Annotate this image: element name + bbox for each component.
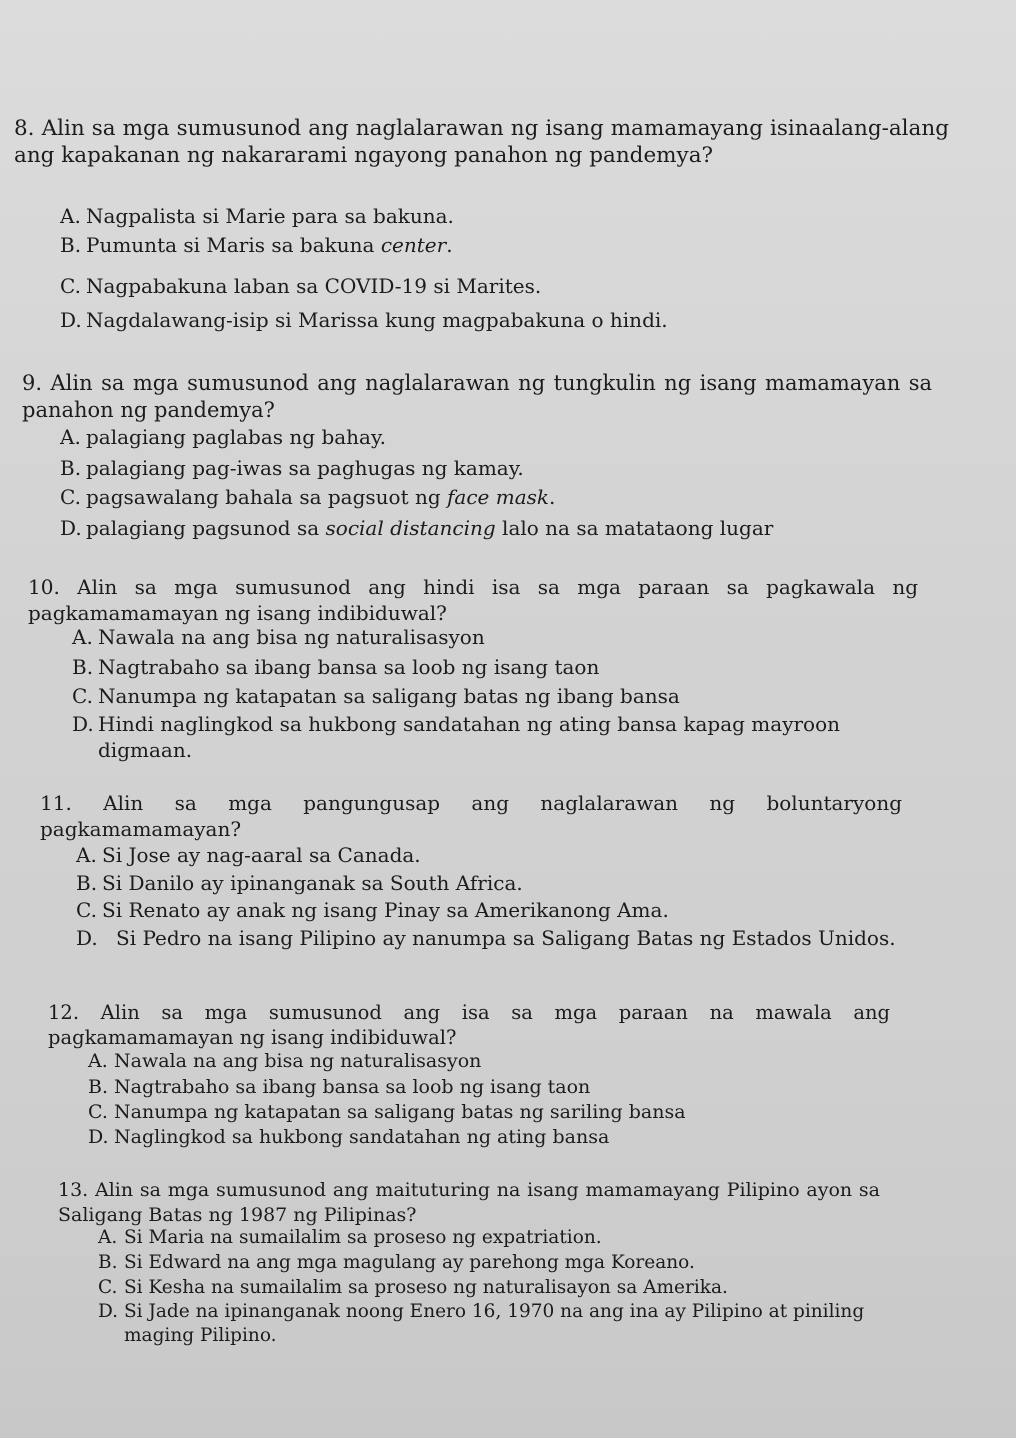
option-text: Si Pedro na isang Pilipino ay nanumpa sa Saligang Batas ng Estados Unidos.: [116, 926, 896, 950]
option-letter: B.: [60, 233, 82, 257]
option-text: Nagpalista si Marie para sa bakuna.: [86, 204, 454, 228]
option-letter: C.: [60, 274, 81, 298]
question-number: 11.: [40, 791, 72, 815]
option-letter: D.: [88, 1126, 109, 1148]
question-text: Alin sa mga sumusunod ang naglalarawan ng tungkulin ng isang mamamayan sa panahon ng pandemya?: [22, 371, 932, 422]
option-text: pagsawalang bahala sa pagsuot ng face mask.: [86, 485, 556, 509]
option-text: Si Jade na ipinanganak noong Enero 16, 1970 na ang ina ay Pilipino at piniling maging Pilipino.: [124, 1301, 865, 1346]
option-c: [60, 484, 555, 511]
option-letter: D.: [72, 712, 94, 736]
option-text: Nanumpa ng katapatan sa saligang batas ng sariling bansa: [114, 1101, 686, 1123]
option-letter: B.: [98, 1252, 118, 1273]
option-d: [76, 926, 900, 950]
option-letter: C.: [88, 1101, 108, 1123]
option-text: Si Maria na sumailalim sa proseso ng expatriation.: [124, 1227, 602, 1248]
option-letter: A.: [72, 625, 93, 649]
question-number: 13.: [58, 1179, 89, 1201]
question-stem: [48, 1000, 890, 1050]
option-c: [88, 1099, 686, 1126]
question-text: Alin sa mga sumusunod ang hindi isa sa mga paraan sa pagkawala ng pagkamamamayan ng isang indibiduwal?: [28, 575, 919, 625]
option-text: Nagtrabaho sa ibang bansa sa loob ng isang taon: [114, 1076, 591, 1098]
option-text: Nawala na ang bisa ng naturalisasyon: [98, 625, 485, 649]
option-text: Si Jose ay nag-aaral sa Canada.: [102, 843, 421, 867]
option-letter: D.: [60, 308, 82, 332]
option-letter: C.: [98, 1277, 118, 1298]
option-letter: D.: [98, 1301, 119, 1322]
option-text: Nagpabakuna laban sa COVID-19 si Marites.: [86, 274, 542, 298]
option-b: [88, 1074, 590, 1101]
option-b: [60, 232, 453, 259]
question-text: Alin sa mga sumusunod ang maituturing na isang mamamayang Pilipino ayon sa Saligang Batas ng 1987 ng Pilipinas?: [58, 1179, 880, 1226]
option-a: [88, 1048, 481, 1075]
option-text: Si Renato ay anak ng isang Pinay sa Amerikanong Ama.: [102, 898, 669, 922]
option-b: [76, 870, 523, 897]
option-letter: A.: [88, 1050, 108, 1072]
question-number: 12.: [48, 1001, 80, 1024]
question-stem: [14, 115, 949, 169]
option-text: Nanumpa ng katapatan sa saligang batas ng ibang bansa: [98, 684, 680, 708]
option-letter: A.: [98, 1227, 118, 1248]
option-b: [98, 1250, 695, 1275]
option-a: [98, 1225, 602, 1250]
option-text: Si Edward na ang mga magulang ay parehong mga Koreano.: [124, 1252, 695, 1273]
option-text: Nagtrabaho sa ibang bansa sa loob ng isang taon: [98, 655, 600, 679]
option-d: [60, 515, 773, 542]
option-letter: C.: [60, 485, 81, 509]
question-stem: [28, 574, 918, 626]
option-c: [60, 273, 541, 300]
option-text: Si Danilo ay ipinanganak sa South Africa.: [102, 871, 523, 895]
option-letter: B.: [60, 456, 82, 480]
option-letter: A.: [76, 843, 97, 867]
question-number: 10.: [28, 575, 60, 599]
question-number: 9.: [22, 371, 43, 395]
option-text: Nawala na ang bisa ng naturalisasyon: [114, 1050, 482, 1072]
option-a: [60, 203, 454, 230]
option-text: palagiang pagsunod sa social distancing lalo na sa matataong lugar: [86, 516, 774, 540]
option-text: Naglingkod sa hukbong sandatahan ng ating bansa: [114, 1126, 610, 1148]
option-text: Hindi naglingkod sa hukbong sandatahan ng ating bansa kapag mayroon digmaan.: [98, 712, 841, 762]
question-number: 8.: [14, 116, 35, 141]
option-text: Pumunta si Maris sa bakuna center.: [86, 233, 453, 257]
option-c: [76, 897, 669, 924]
question-text: Alin sa mga pangungusap ang naglalarawan ng boluntaryong pagkamamamayan?: [40, 791, 902, 841]
option-text: palagiang pag-iwas sa paghugas ng kamay.: [86, 456, 524, 480]
option-letter: D.: [60, 516, 82, 540]
option-a: [76, 842, 421, 869]
option-c: [72, 683, 680, 710]
option-text: Nagdalawang-isip si Marissa kung magpabakuna o hindi.: [86, 308, 668, 332]
option-d: [60, 307, 668, 334]
option-letter: C.: [72, 684, 93, 708]
question-text: Alin sa mga sumusunod ang naglalarawan ng isang mamamayang isinaalang-alang ang kapakanan ng nakararami ngayong panahon ng pandemya?: [14, 116, 949, 168]
question-stem: [58, 1178, 880, 1228]
option-letter: D.: [76, 926, 98, 950]
option-d: [98, 1300, 880, 1348]
option-d: [72, 711, 912, 763]
option-text: Si Kesha na sumailalim sa proseso ng naturalisayon sa Amerika.: [124, 1277, 728, 1298]
question-text: Alin sa mga sumusunod ang isa sa mga paraan na mawala ang pagkamamamayan ng isang indibiduwal?: [48, 1001, 891, 1049]
option-d: [88, 1124, 609, 1151]
option-letter: C.: [76, 898, 97, 922]
option-a: [72, 624, 485, 651]
option-letter: B.: [72, 655, 94, 679]
option-letter: A.: [60, 425, 81, 449]
option-text: palagiang paglabas ng bahay.: [86, 425, 386, 449]
option-a: [60, 424, 386, 451]
option-letter: B.: [88, 1076, 109, 1098]
option-letter: B.: [76, 871, 98, 895]
option-letter: A.: [60, 204, 81, 228]
question-stem: [22, 370, 932, 424]
question-stem: [40, 790, 902, 842]
option-b: [72, 654, 599, 681]
option-c: [98, 1275, 728, 1300]
option-b: [60, 455, 524, 482]
